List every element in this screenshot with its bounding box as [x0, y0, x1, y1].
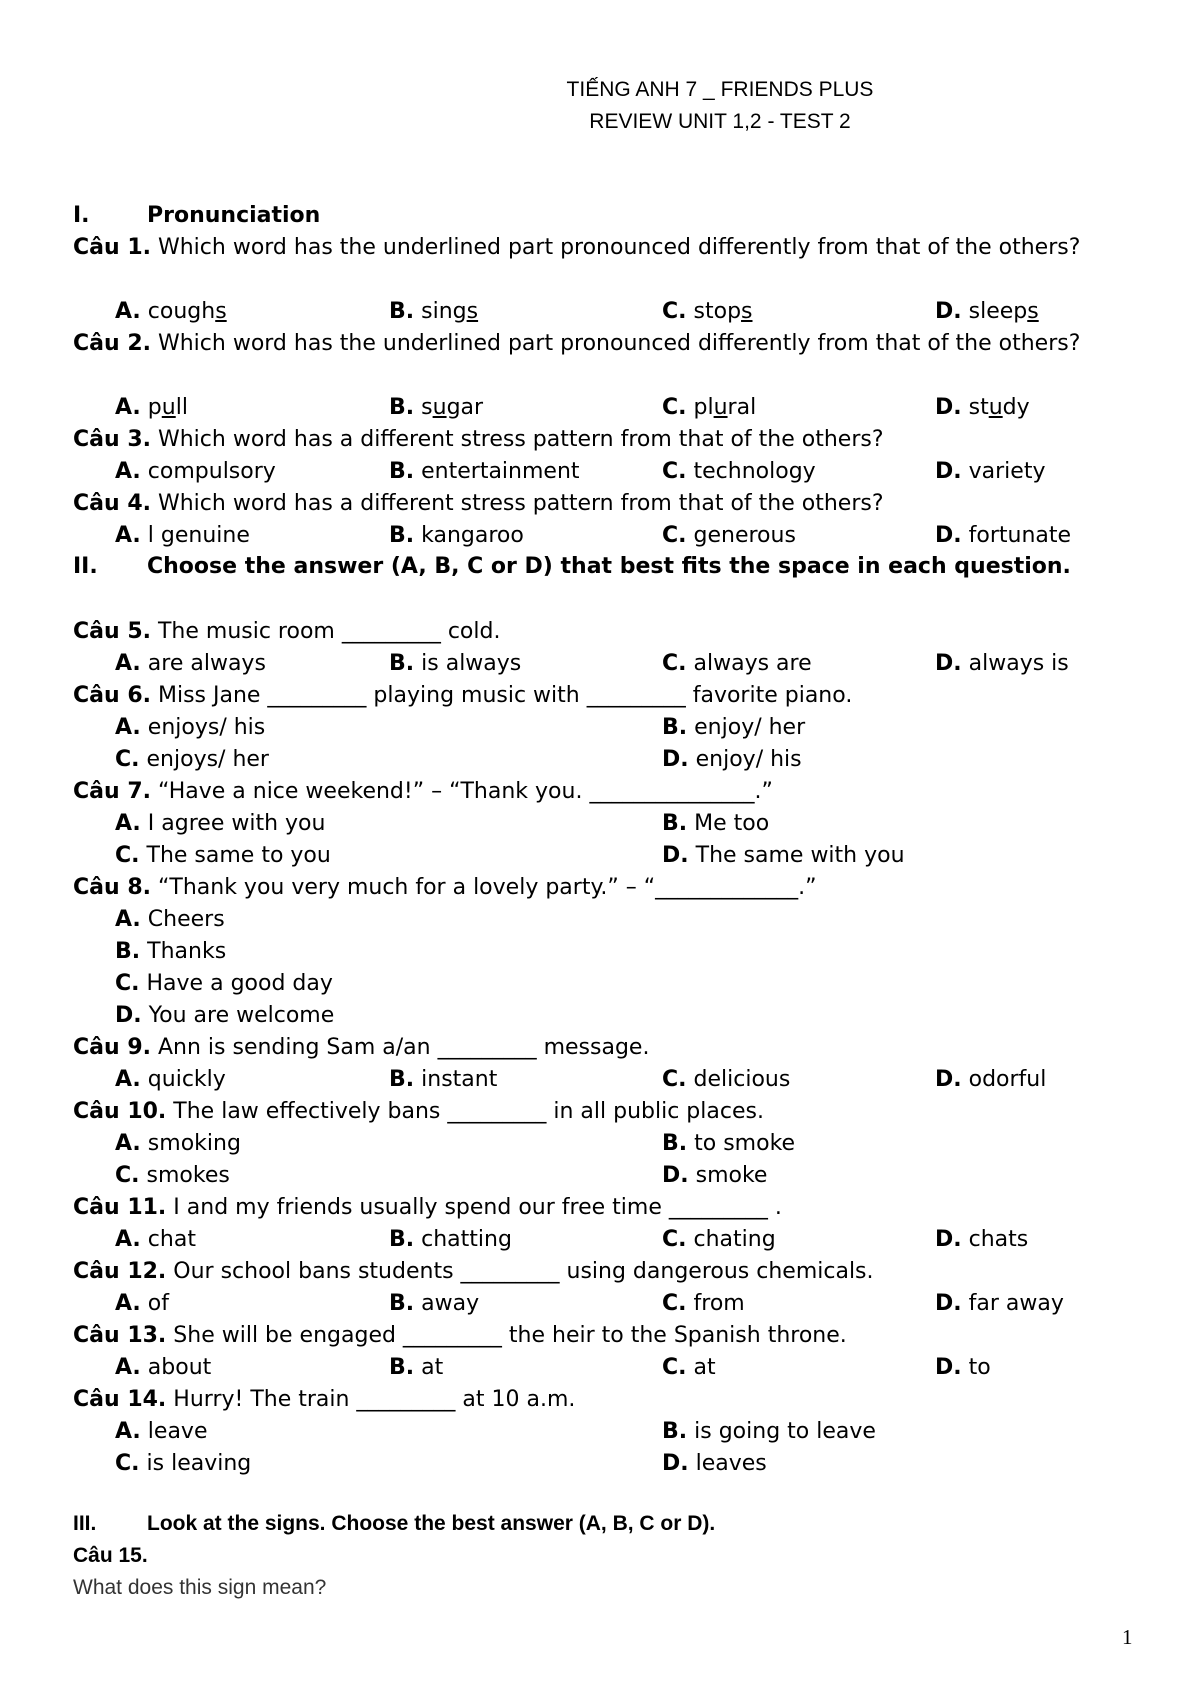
answer-options — [73, 1128, 1133, 1160]
option-a[interactable]: A. are always — [115, 651, 266, 676]
question: Câu 1. Which word has the underlined part pronounced differently from that of the others? — [73, 235, 1081, 260]
option-d[interactable]: D. You are welcome — [115, 1003, 335, 1028]
option-a[interactable]: A. compulsory — [115, 459, 276, 484]
question-text: What does this sign mean? — [73, 1576, 327, 1599]
answer-options — [73, 1160, 1133, 1192]
option-d[interactable]: D. enjoy/ his — [662, 747, 802, 772]
option-a[interactable]: A. pull — [115, 395, 188, 420]
answer-options — [73, 296, 1133, 328]
question: Câu 15. — [73, 1544, 148, 1567]
section-heading: II. Choose the answer (A, B, C or D) that best fits the space in each question. — [73, 554, 1071, 579]
option-a[interactable]: A. of — [115, 1291, 170, 1316]
option-c[interactable]: C. chating — [662, 1227, 776, 1252]
option-c[interactable]: C. smokes — [115, 1163, 230, 1188]
option-b[interactable]: B. away — [389, 1291, 480, 1316]
answer-options — [73, 1288, 1133, 1320]
option-b[interactable]: B. at — [389, 1355, 444, 1380]
option-d[interactable]: D. The same with you — [662, 843, 905, 868]
question: Câu 14. Hurry! The train _________ at 10 a.m. — [73, 1387, 576, 1412]
option-c[interactable]: C. plural — [662, 395, 757, 420]
answer-options — [73, 840, 1133, 872]
option-b[interactable]: B. chatting — [389, 1227, 512, 1252]
option-a[interactable]: A. l genuine — [115, 523, 250, 548]
option-a[interactable]: A. I agree with you — [115, 811, 326, 836]
option-d[interactable]: D. to — [935, 1355, 991, 1380]
page-number: 1 — [1122, 1625, 1133, 1649]
option-c[interactable]: C. stops — [662, 299, 753, 324]
option-a[interactable]: A. Cheers — [115, 907, 225, 932]
option-c[interactable]: C. The same to you — [115, 843, 331, 868]
option-d[interactable]: D. sleeps — [935, 299, 1039, 324]
option-b[interactable]: B. to smoke — [662, 1131, 796, 1156]
question: Câu 13. She will be engaged _________ the heir to the Spanish throne. — [73, 1323, 847, 1348]
answer-options — [73, 712, 1133, 744]
option-d[interactable]: D. far away — [935, 1291, 1064, 1316]
answer-options — [73, 1416, 1133, 1448]
question: Câu 7. “Have a nice weekend!” – “Thank you. _______________.” — [73, 779, 773, 804]
option-c[interactable]: C. Have a good day — [115, 971, 333, 996]
answer-options — [73, 520, 1133, 552]
option-c[interactable]: C. from — [662, 1291, 745, 1316]
question: Câu 6. Miss Jane _________ playing music with _________ favorite piano. — [73, 683, 853, 708]
option-b[interactable]: B. sings — [389, 299, 479, 324]
option-d[interactable]: D. variety — [935, 459, 1046, 484]
answer-options — [73, 808, 1133, 840]
answer-options — [73, 744, 1133, 776]
option-c[interactable]: C. technology — [662, 459, 816, 484]
option-c[interactable]: C. enjoys/ her — [115, 747, 269, 772]
question: Câu 3. Which word has a different stress pattern from that of the others? — [73, 427, 884, 452]
option-d[interactable]: D. smoke — [662, 1163, 768, 1188]
option-b[interactable]: B. is going to leave — [662, 1419, 876, 1444]
spacer — [73, 1480, 1133, 1508]
option-c[interactable]: C. is leaving — [115, 1451, 252, 1476]
answer-options — [73, 648, 1133, 680]
question: Câu 4. Which word has a different stress pattern from that of the others? — [73, 491, 884, 516]
option-d[interactable]: D. study — [935, 395, 1030, 420]
option-b[interactable]: B. kangaroo — [389, 523, 524, 548]
answer-options — [73, 456, 1133, 488]
option-a[interactable]: A. chat — [115, 1227, 196, 1252]
question: Câu 2. Which word has the underlined part pronounced differently from that of the others? — [73, 331, 1081, 356]
question: Câu 10. The law effectively bans _________ in all public places. — [73, 1099, 764, 1124]
section-heading: III. Look at the signs. Choose the best answer (A, B, C or D). — [73, 1512, 716, 1535]
answer-options — [73, 1448, 1133, 1480]
option-d[interactable]: D. odorful — [935, 1067, 1047, 1092]
header-title: TIẾNG ANH 7 _ FRIENDS PLUS — [566, 78, 874, 101]
option-a[interactable]: A. leave — [115, 1419, 208, 1444]
question: Câu 12. Our school bans students _________ using dangerous chemicals. — [73, 1259, 874, 1284]
question: Câu 8. “Thank you very much for a lovely party.” – “_____________.” — [73, 875, 817, 900]
option-b[interactable]: B. sugar — [389, 395, 484, 420]
option-b[interactable]: B. is always — [389, 651, 522, 676]
option-d[interactable]: D. chats — [935, 1227, 1029, 1252]
answer-options — [73, 392, 1133, 424]
option-d[interactable]: D. fortunate — [935, 523, 1072, 548]
section-heading: I. Pronunciation — [73, 203, 321, 228]
option-c[interactable]: C. generous — [662, 523, 796, 548]
option-b[interactable]: B. enjoy/ her — [662, 715, 806, 740]
option-d[interactable]: D. leaves — [662, 1451, 767, 1476]
option-a[interactable]: A. coughs — [115, 299, 227, 324]
option-a[interactable]: A. enjoys/ his — [115, 715, 266, 740]
option-c[interactable]: C. delicious — [662, 1067, 791, 1092]
header-subtitle: REVIEW UNIT 1,2 - TEST 2 — [589, 110, 851, 133]
option-a[interactable]: A. smoking — [115, 1131, 241, 1156]
option-c[interactable]: C. always are — [662, 651, 812, 676]
option-b[interactable]: B. Thanks — [115, 939, 227, 964]
option-c[interactable]: C. at — [662, 1355, 716, 1380]
option-a[interactable]: A. quickly — [115, 1067, 226, 1092]
question: Câu 11. I and my friends usually spend our free time _________ . — [73, 1195, 782, 1220]
answer-options — [73, 1352, 1133, 1384]
option-a[interactable]: A. about — [115, 1355, 212, 1380]
answer-options — [73, 1224, 1133, 1256]
option-d[interactable]: D. always is — [935, 651, 1069, 676]
question: Câu 5. The music room _________ cold. — [73, 619, 501, 644]
option-b[interactable]: B. Me too — [662, 811, 770, 836]
question: Câu 9. Ann is sending Sam a/an _________ message. — [73, 1035, 650, 1060]
worksheet-body — [73, 200, 1133, 1604]
option-b[interactable]: B. instant — [389, 1067, 498, 1092]
answer-options — [73, 1064, 1133, 1096]
option-b[interactable]: B. entertainment — [389, 459, 580, 484]
